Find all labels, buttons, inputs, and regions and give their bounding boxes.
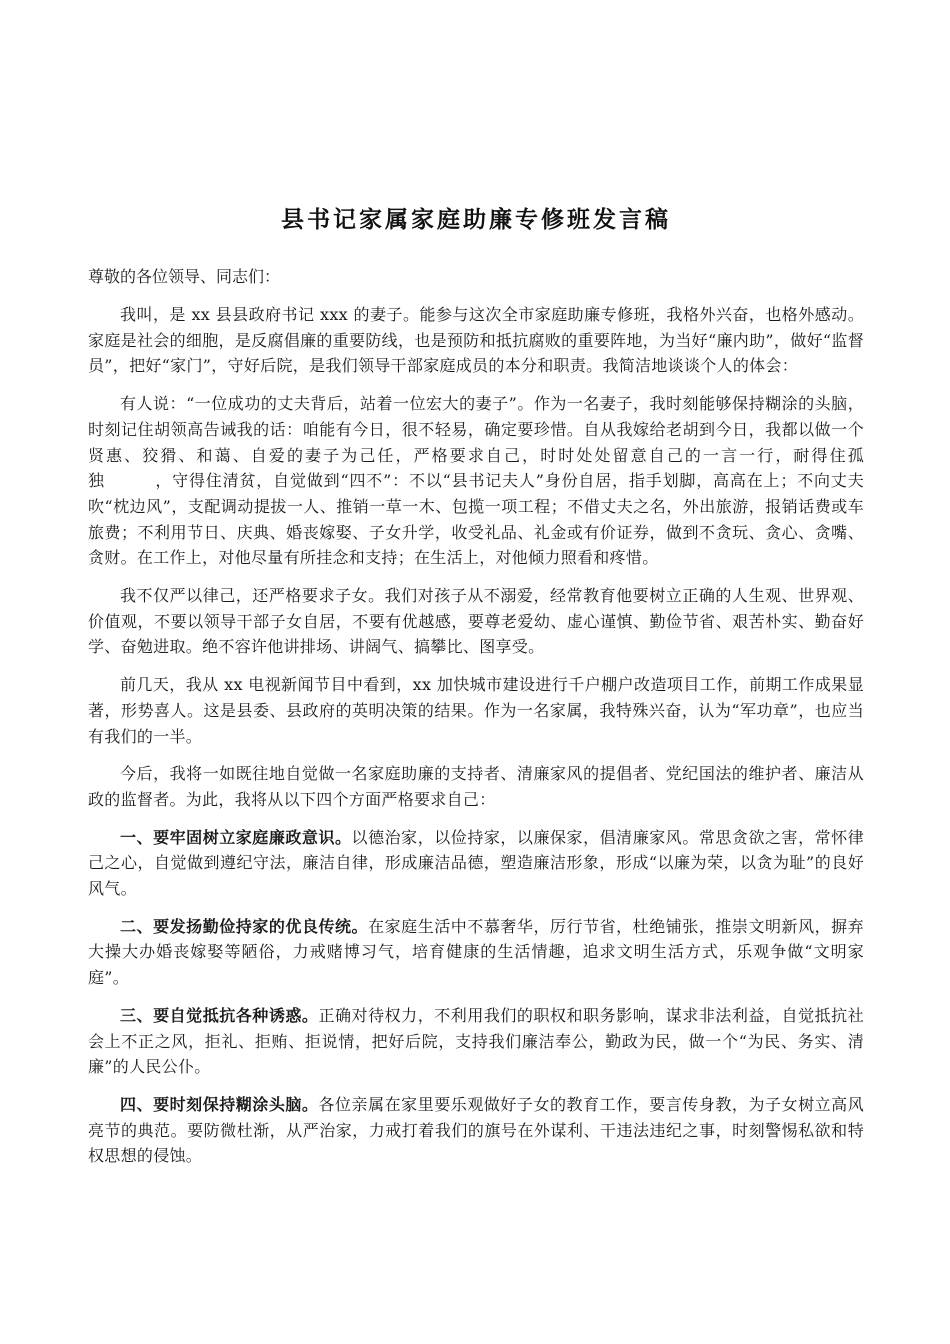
greeting-line: 尊敬的各位领导、同志们： xyxy=(88,267,281,286)
paragraph-point-1 xyxy=(88,825,864,902)
point-heading: 四、要时刻保持糊涂头脑。 xyxy=(120,1094,319,1114)
paragraph-wife-role xyxy=(88,391,864,571)
document-page xyxy=(88,200,864,1181)
paragraph-text: 我不仅严以律己，还严格要求子女。我们对孩子从不溺爱，经常教育他要树立正确的人生观、世界观、价值观，不要以领导干部子女自居，不要有优越感，要尊老爱幼、虚心谨慎、勤俭节省、艰苦朴实、勤奋好学、奋勉进取。绝不容许他讲排场、讲阔气、搞攀比、图享受。 xyxy=(88,586,864,657)
paragraph-point-4 xyxy=(88,1092,864,1169)
point-heading: 一、要牢固树立家庭廉政意识。 xyxy=(120,827,352,847)
point-heading: 二、要发扬勤俭持家的优良传统。 xyxy=(120,916,369,936)
paragraph-text: 正确对待权力，不利用我们的职权和职务影响，谋求非法利益，自觉抵抗社会上不正之风，拒礼、拒贿、拒说情，把好后院，支持我们廉洁奉公，勤政为民，做一个“为民、务实、清廉”的人民公仆。 xyxy=(88,1005,864,1077)
paragraph-news xyxy=(88,672,864,749)
paragraph-text: 各位亲属在家里要乐观做好子女的教育工作，要言传身教，为子女树立高风亮节的典范。要防微杜渐，从严治家，力戒打着我们的旗号在外谋利、干违法违纪之事，时刻警惕私欲和特权思想的侵蚀。 xyxy=(88,1094,864,1166)
paragraph-children xyxy=(88,583,864,660)
paragraph-text: 我叫，是 xx 县县政府书记 xxx 的妻子。能参与这次全市家庭助廉专修班，我格外兴奋，也格外感动。家庭是社会的细胞，是反腐倡廉的重要防线，也是预防和抵抗腐败的重要阵地，为当好“廉内助”，做好“监督员”，把好“家门”，守好后院，是我们领导干部家庭成员的本分和职责。我简洁地谈谈个人的体会： xyxy=(88,305,864,376)
paragraph-point-2 xyxy=(88,914,864,991)
paragraph-text: 在家庭生活中不慕奢华，厉行节省，杜绝铺张，推崇文明新风，摒弃大操大办婚丧嫁娶等陋俗，力戒赌博习气，培育健康的生活情趣，追求文明生活方式，乐观争做“文明家庭”。 xyxy=(88,916,864,988)
paragraph-point-3 xyxy=(88,1003,864,1080)
paragraph-text: 有人说：“一位成功的丈夫背后，站着一位宏大的妻子”。作为一名妻子，我时刻能够保持糊涂的头脑，时刻记住胡领高告诫我的话：咱能有今日，很不轻易，确定要珍惜。自从我嫁给老胡到今日，我都以做一个贤惠、狡猾、和蔼、自爱的妻子为己任，严格要求自己，时时处处留意自己的一言一行，耐得住孤独 ，守得住清贫，自觉做到“四不”：不以“县书记夫人”身份自居，指手划脚，高高在上；不向丈夫吹“枕边风”，支配调动提拔一人、推销一草一木、包揽一项工程；不借丈夫之名，外出旅游，报销话费或车旅费；不利用节日、庆典、婚丧嫁娶、子女升学，收受礼品、礼金或有价证券，做到不贪玩、贪心、贪嘴、贪财。在工作上，对他尽量有所挂念和支持；在生活上，对他倾力照看和疼惜。 xyxy=(88,394,864,568)
document-title: 县书记家属家庭助廉专修班发言稿 xyxy=(281,206,671,233)
point-heading: 三、要自觉抵抗各种诱惑。 xyxy=(120,1005,319,1025)
paragraph-text: 以德治家，以俭持家，以廉保家，倡清廉家风。常思贪欲之害，常怀律己之心，自觉做到遵纪守法，廉洁自律，形成廉洁品德，塑造廉洁形象，形成“以廉为荣，以贪为耻”的良好风气。 xyxy=(88,827,864,899)
paragraph-text: 前几天，我从 xx 电视新闻节目中看到，xx 加快城市建设进行千户棚户改造项目工作，前期工作成果显著，形势喜人。这是县委、县政府的英明决策的结果。作为一名家属，我特殊兴奋，认为“军功章”，也应当有我们的一半。 xyxy=(88,675,864,746)
paragraph-commitment xyxy=(88,761,864,812)
paragraph-text: 今后，我将一如既往地自觉做一名家庭助廉的支持者、清廉家风的提倡者、党纪国法的维护者、廉洁从政的监督者。为此，我将从以下四个方面严格要求自己： xyxy=(88,764,864,809)
paragraph-intro xyxy=(88,302,864,379)
